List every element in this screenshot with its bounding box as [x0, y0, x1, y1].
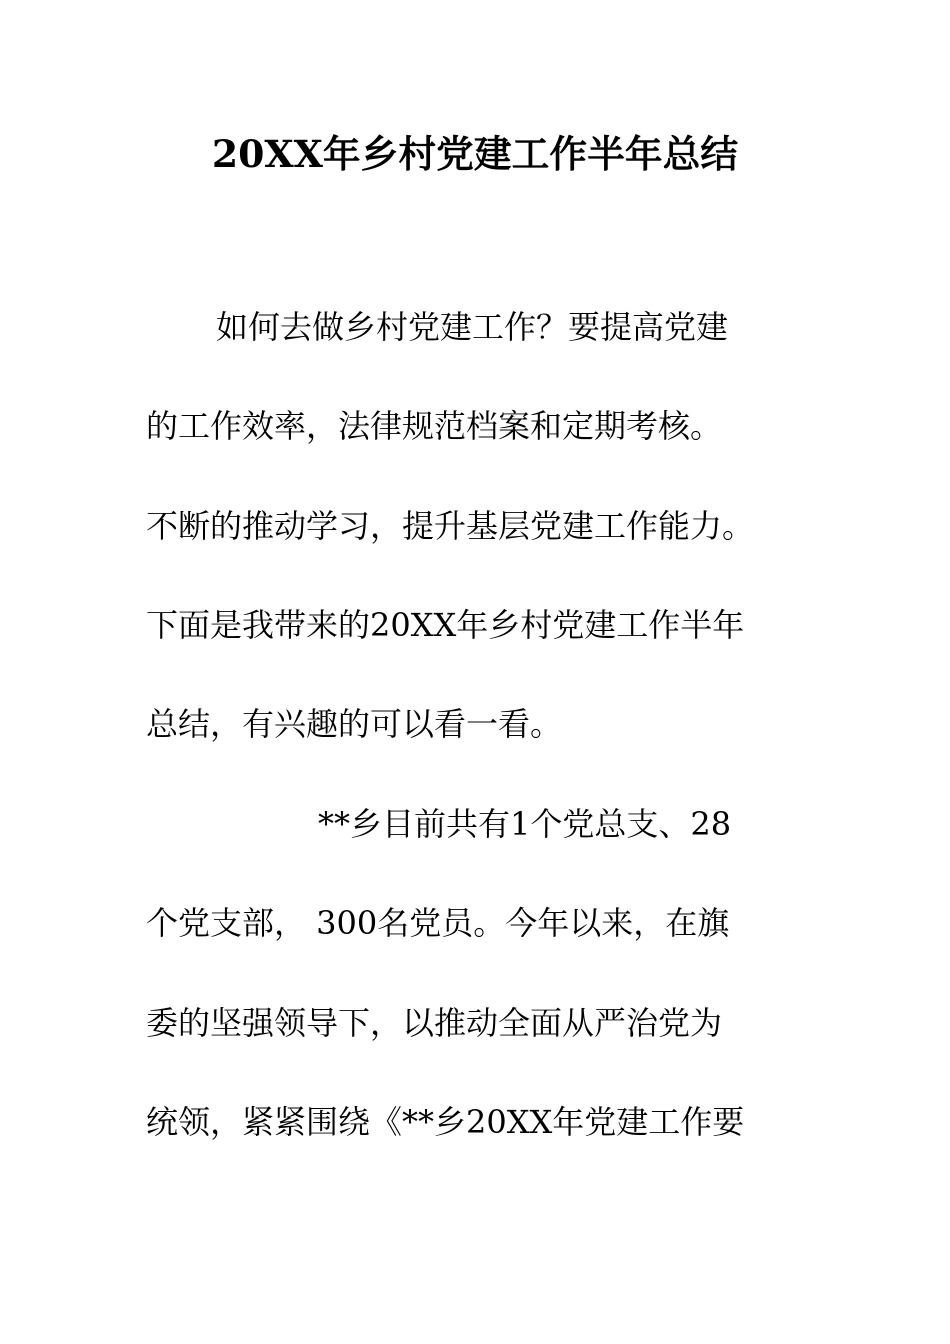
- paragraph-line-9: 统领，紧紧围绕《**乡20XX年党建工作要: [146, 1103, 745, 1141]
- paragraph-line-4: 下面是我带来的20XX年乡村党建工作半年: [146, 606, 745, 644]
- paragraph-line-8: 委的坚强领导下，以推动全面从严治党为: [146, 1004, 723, 1042]
- paragraph-line-1: 如何去做乡村党建工作？要提高党建: [216, 308, 729, 346]
- paragraph-line-7: 个党支部， 300名党员。今年以来，在旗: [146, 904, 730, 942]
- paragraph-line-5: 总结，有兴趣的可以看一看。: [146, 705, 563, 743]
- paragraph-line-3: 不断的推动学习，提升基层党建工作能力。: [146, 507, 755, 545]
- paragraph-line-2: 的工作效率，法律规范档案和定期考核。: [146, 407, 723, 445]
- paragraph-line-6: **乡目前共有1个党总支、28: [318, 805, 732, 843]
- document-title: 20XX年乡村党建工作半年总结: [211, 132, 739, 176]
